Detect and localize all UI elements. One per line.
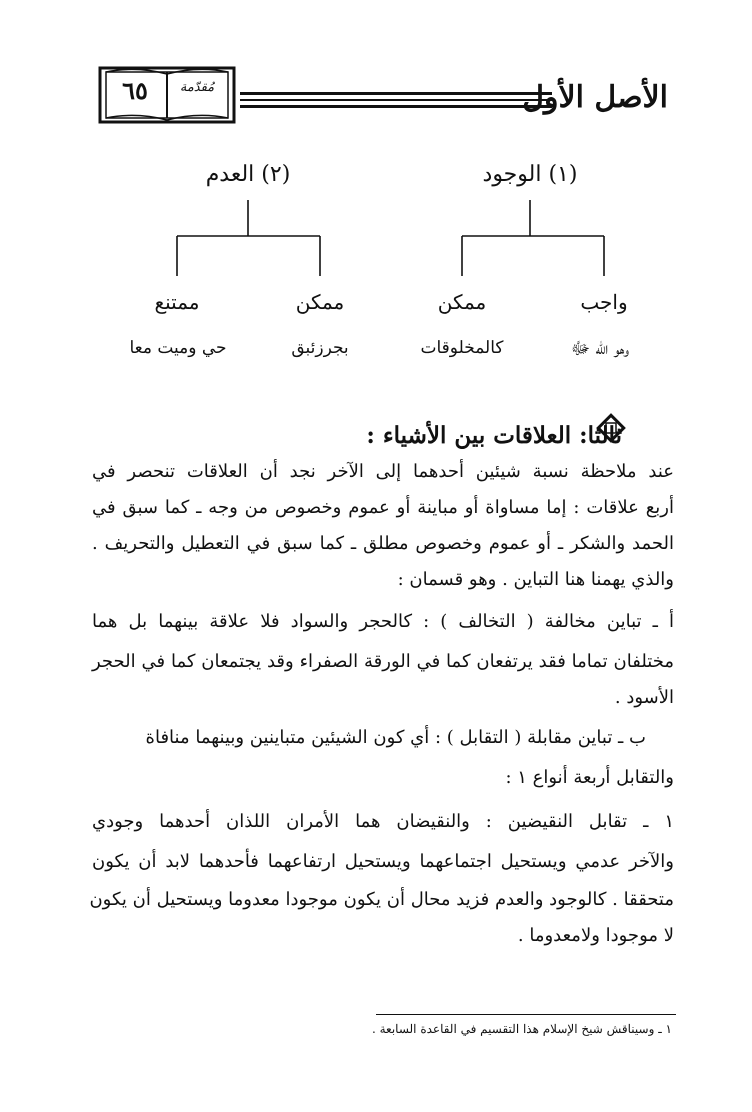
node-necessary: واجب: [580, 290, 628, 314]
footnote-rule: [376, 1014, 676, 1015]
example-necessary: وهو الله ﷻ: [570, 339, 630, 359]
body-line: والآخر عدمي ويستحيل اجتماعهما ويستحيل ارتفاعهما فأحدهما لابد أن يكون: [92, 851, 674, 872]
body-line: مختلفان تماما فقد يرتفعان كما في الورقة الصفراء وقد يجتمعان كما في الحجر: [92, 651, 674, 672]
body-line: والذي يهمنا هنا التباين . وهو قسمان :: [397, 569, 674, 590]
example-impossible: حي وميت معا: [129, 338, 227, 358]
chapter-title: الأصل الأول: [522, 80, 668, 115]
body-line: الأسود .: [614, 687, 674, 708]
body-line: ب ـ تباين مقابلة ( التقابل ) : أي كون الشيئين متباينين وبينهما منافاة: [145, 727, 646, 748]
node-nonexistence: (٢) العدم: [205, 162, 291, 187]
body-line: متحققا . كالوجود والعدم فزيد محال أن يكون موجودا معدوما ويستحيل أن يكون: [89, 889, 674, 910]
node-existence: (١) الوجود: [482, 162, 578, 187]
page-number: ٦٥: [122, 76, 148, 105]
body-line: ١ ـ تقابل النقيضين : والنقيضان هما الأمران اللذان أحدهما وجودي: [92, 811, 674, 832]
body-line: الحمد والشكر ـ أو عموم وخصوص مطلق ـ كما سبق في التعطيل والتحريف .: [92, 533, 674, 554]
node-impossible: ممتنع: [154, 290, 200, 314]
example-possible-1: كالمخلوقات: [420, 338, 504, 358]
example-possible-2: بجرزئبق: [291, 338, 349, 358]
section-label: مُقدّمة: [179, 80, 215, 95]
footnote: ١ ـ وسيناقش شيخ الإسلام هذا التقسيم في القاعدة السابعة .: [371, 1022, 672, 1036]
body-line: والتقابل أربعة أنواع ١ :: [505, 767, 674, 788]
section-heading: ثالثا: العلاقات بين الأشياء :: [366, 422, 622, 449]
body-line: لا موجودا ولامعدوما .: [517, 925, 674, 946]
body-line: أ ـ تباين مخالفة ( التخالف ) : كالحجر والسواد فلا علاقة بينهما بل هما: [92, 611, 674, 632]
node-possible-2: ممكن: [295, 290, 345, 314]
body-line: أربع علاقات : إما مساواة أو مباينة أو عموم وخصوص من وجه ـ كما سبق في: [92, 497, 674, 518]
node-possible-1: ممكن: [437, 290, 487, 314]
body-line: عند ملاحظة نسبة شيئين أحدهما إلى الآخر نجد أن العلاقات تنحصر في: [92, 461, 674, 482]
